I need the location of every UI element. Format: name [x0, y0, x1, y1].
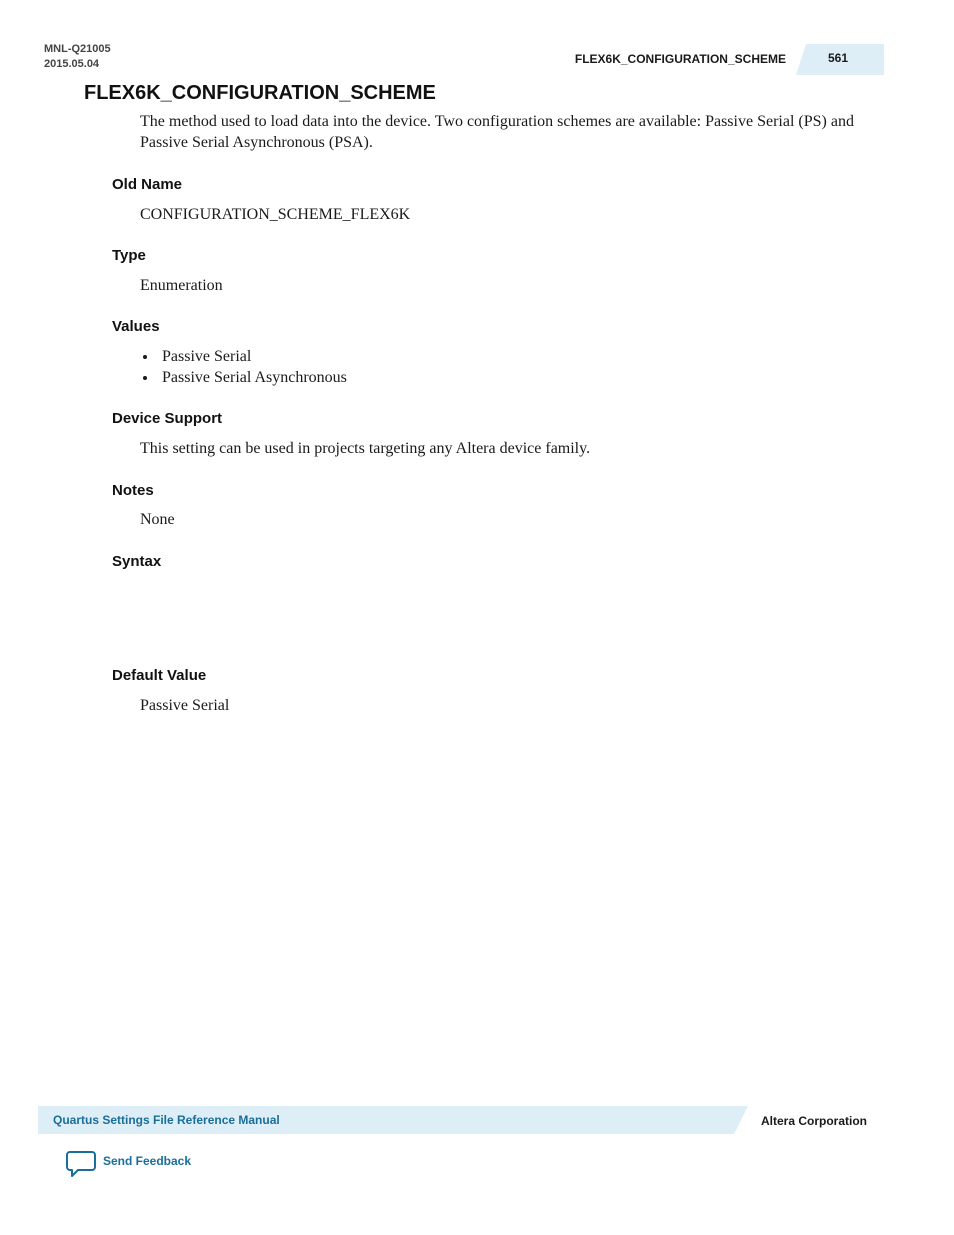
old-name-text: CONFIGURATION_SCHEME_FLEX6K: [140, 206, 411, 223]
doc-number: MNL-Q21005: [44, 43, 111, 55]
default-value-text: Passive Serial: [140, 697, 230, 714]
list-item: Passive Serial: [140, 346, 347, 367]
device-support-text: This setting can be used in projects targeting any Altera device family.: [140, 440, 591, 457]
old-name-heading: Old Name: [112, 176, 183, 193]
manual-title: Quartus Settings File Reference Manual: [53, 1113, 280, 1127]
running-title: FLEX6K_CONFIGURATION_SCHEME: [574, 52, 786, 66]
company-name: Altera Corporation: [761, 1114, 868, 1128]
type-heading: Type: [112, 247, 146, 264]
notes-text: None: [140, 511, 175, 528]
send-feedback-link[interactable]: Send Feedback: [103, 1154, 192, 1168]
page-number: 561: [828, 51, 849, 65]
values-list: [140, 346, 347, 388]
notes-heading: Notes: [112, 482, 154, 499]
document-id: [44, 42, 111, 72]
values-heading: Values: [112, 318, 160, 335]
setting-description: The method used to load data into the device. Two configuration schemes are available: Passive Serial (PS) and Passive Serial Asynchronous (PSA).: [140, 113, 854, 151]
list-item: Passive Serial Asynchronous: [140, 367, 347, 388]
page-title: FLEX6K_CONFIGURATION_SCHEME: [84, 82, 436, 104]
syntax-heading: Syntax: [112, 553, 162, 570]
device-support-heading: Device Support: [112, 410, 223, 427]
doc-date: 2015.05.04: [44, 58, 100, 70]
type-text: Enumeration: [140, 277, 223, 294]
feedback-speech-bubble-icon[interactable]: [66, 1150, 96, 1178]
default-value-heading: Default Value: [112, 667, 207, 684]
